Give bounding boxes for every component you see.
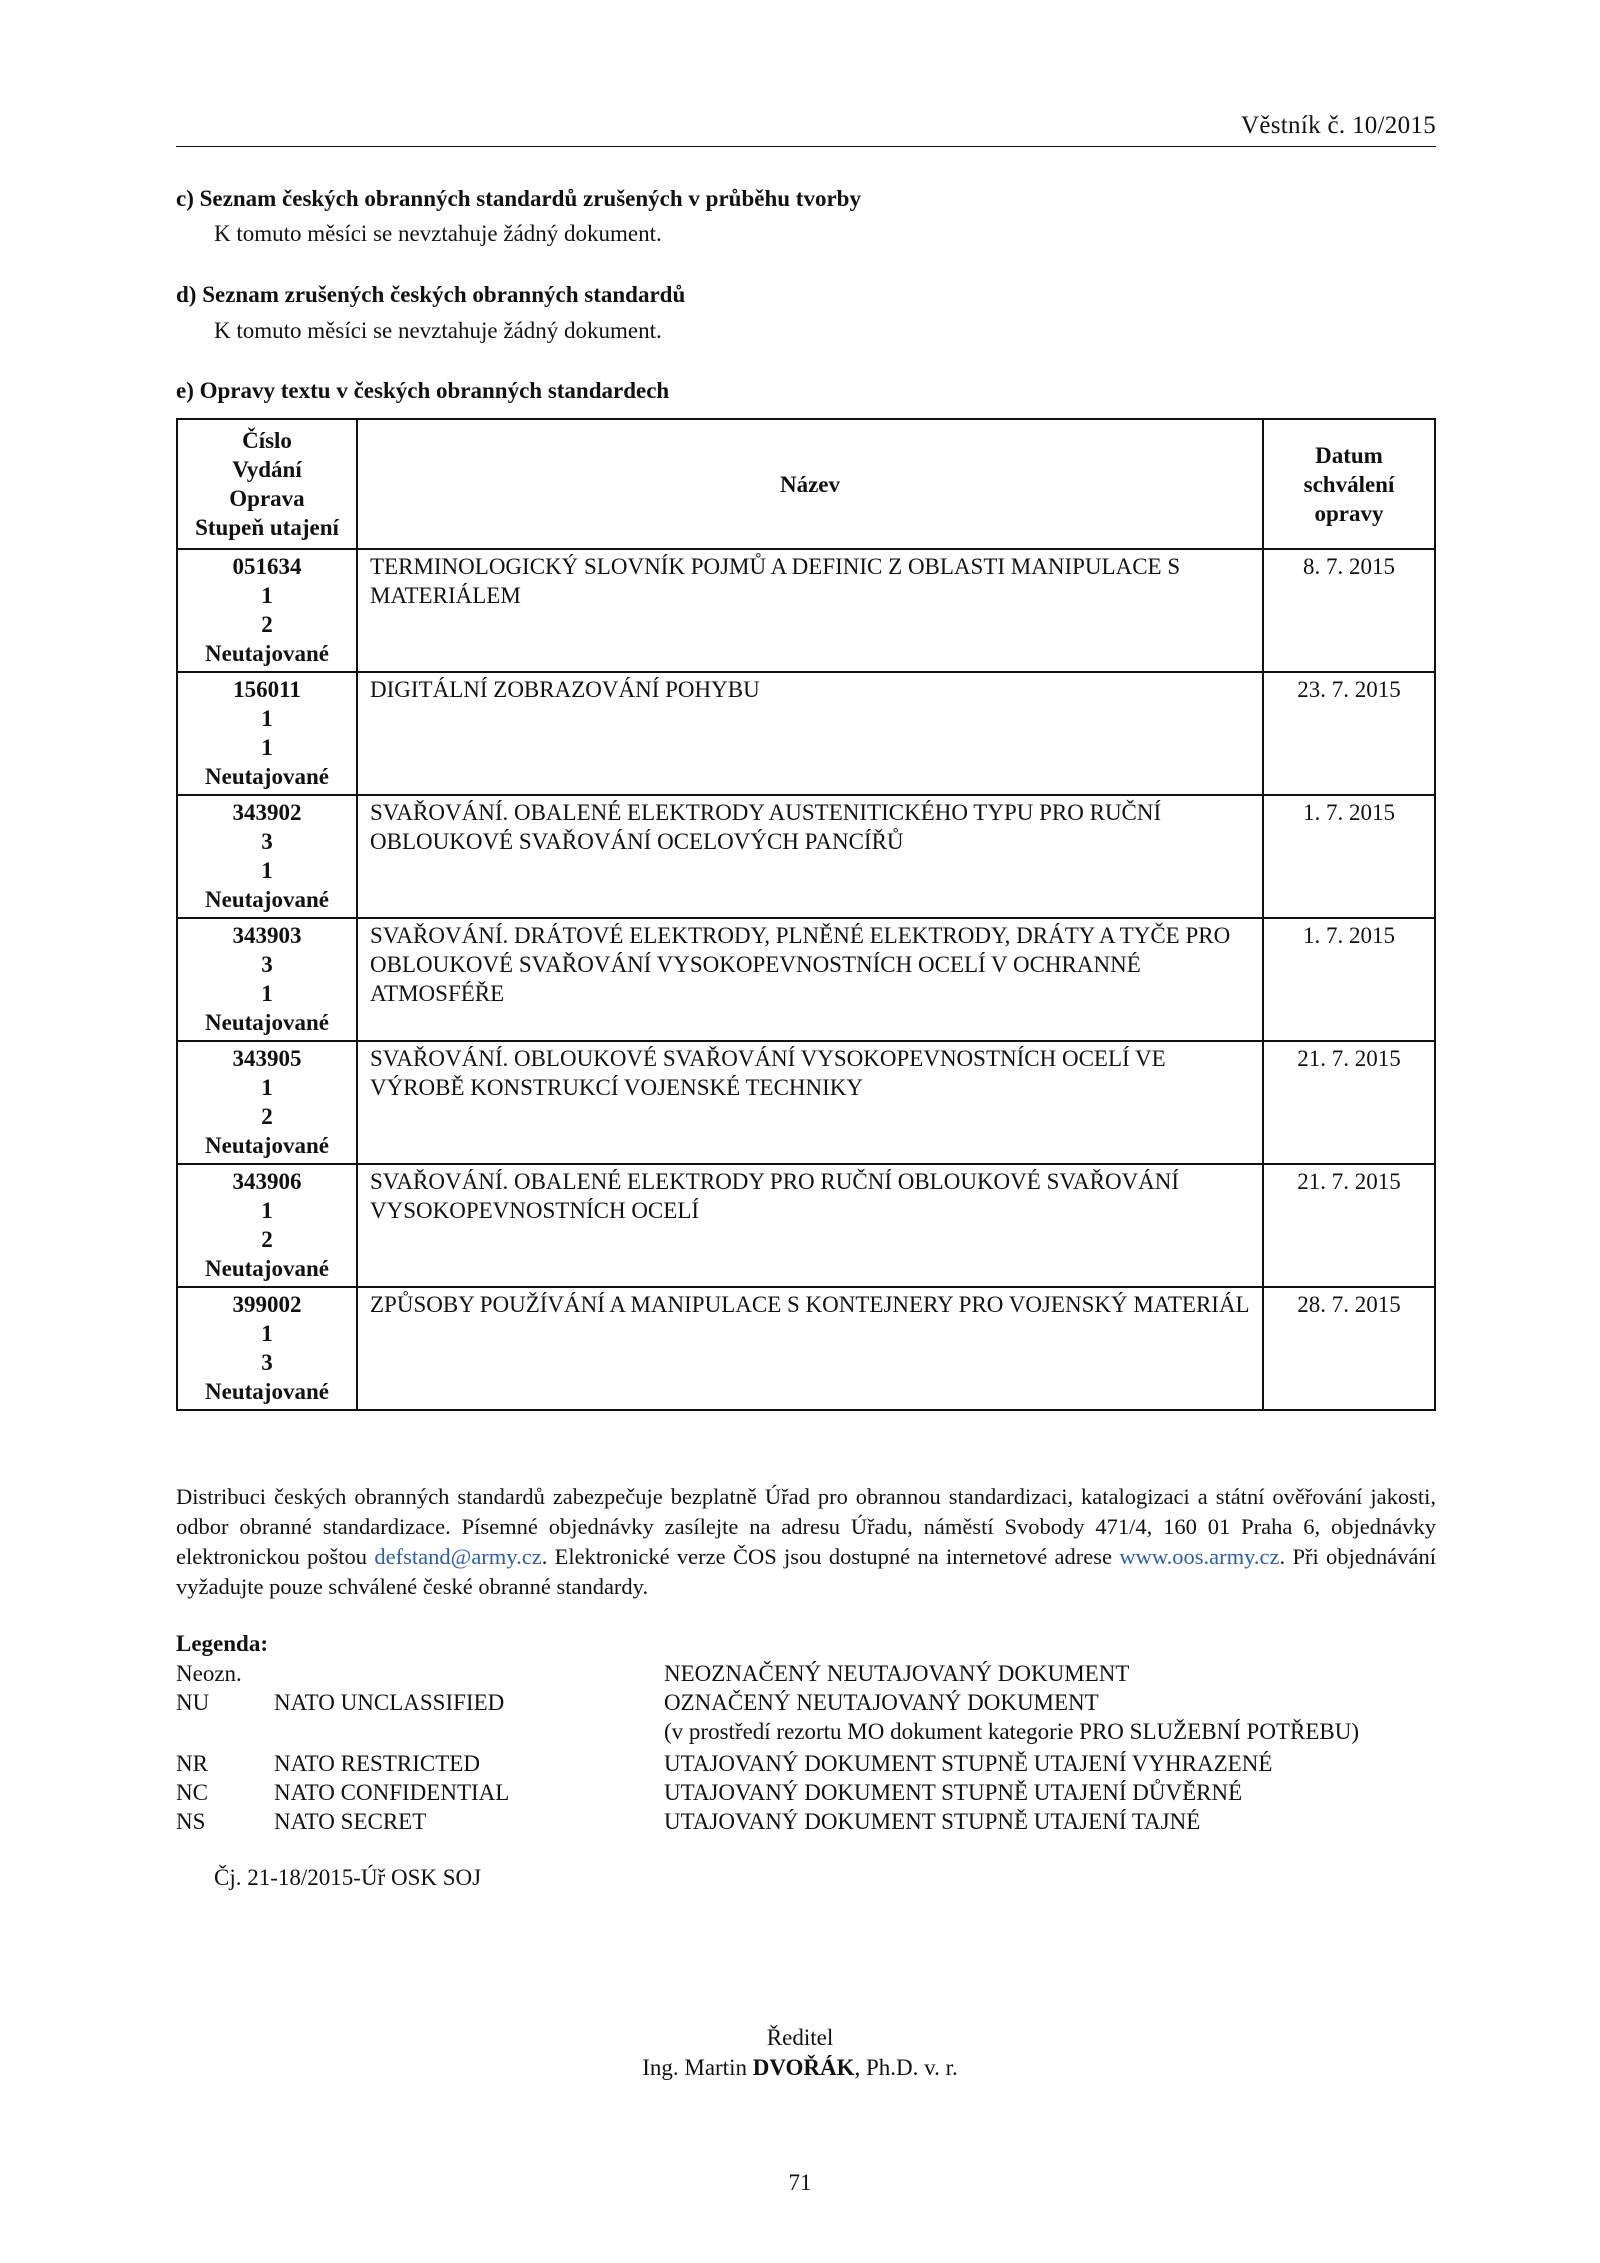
table-row (177, 1287, 1435, 1410)
signature-role: Ředitel (766, 2025, 834, 2050)
distribution-text-2: . Elektronické verze ČOS jsou dostupné na internetové adrese (541, 1544, 1120, 1569)
standard-number: 343905 (232, 1046, 302, 1071)
classification-level: Neutajované (205, 1010, 329, 1035)
edition-number: 3 (261, 952, 273, 977)
correction-number: 2 (261, 612, 273, 637)
legend-code: NU (176, 1690, 210, 1715)
header-datum: Datum (1315, 442, 1383, 468)
section-e-title: e) Opravy textu v českých obranných standardech (176, 378, 670, 403)
standard-title: SVAŘOVÁNÍ. OBLOUKOVÉ SVAŘOVÁNÍ VYSOKOPEVNOSTNÍCH OCELÍ VE VÝROBĚ KONSTRUKCÍ VOJENSKÉ TECHNIKY (357, 1041, 1263, 1164)
approval-date: 21. 7. 2015 (1263, 1164, 1435, 1287)
classification-level: Neutajované (205, 764, 329, 789)
standard-number: 343902 (232, 800, 302, 825)
distribution-paragraph (176, 1482, 1436, 1602)
standard-number: 343903 (232, 923, 302, 948)
standard-title: SVAŘOVÁNÍ. OBALENÉ ELEKTRODY AUSTENITICKÉHO TYPU PRO RUČNÍ OBLOUKOVÉ SVAŘOVÁNÍ OCELOVÝCH PANCÍŘŮ (357, 795, 1263, 918)
distribution-text-1: Distribuci českých obranných standardů zabezpečuje bezplatně Úřad pro obrannou standardizaci, katalogizaci a státní ověřování jakosti, odbor obranné standardizace. Písemné objednávky zasílejte na adresu Úřadu, náměstí Svobody 471/4, 160 01 Praha 6, objednávky elektronickou poštou (176, 1484, 1436, 1569)
classification-level: Neutajované (205, 641, 329, 666)
email-link[interactable]: defstand@army.cz (374, 1544, 542, 1569)
signature-surname: DVOŘÁK (752, 2055, 855, 2080)
header-date-cell (1263, 419, 1435, 549)
correction-number: 1 (261, 858, 273, 883)
signature-name-prefix: Ing. Martin (642, 2055, 753, 2080)
standard-id-cell (177, 795, 357, 918)
legend-code: NR (176, 1751, 208, 1776)
standard-id-cell (177, 1041, 357, 1164)
correction-number: 2 (261, 1227, 273, 1252)
legend-code: NS (176, 1809, 206, 1834)
table-row (177, 549, 1435, 672)
signature-name (0, 2055, 1600, 2081)
distribution-text-3: . Při objednávání vyžadujte pouze schválené české obranné standardy. (176, 1544, 1436, 1599)
approval-date: 8. 7. 2015 (1263, 549, 1435, 672)
header-number-cell (177, 419, 357, 549)
standard-number: 156011 (233, 677, 301, 702)
legend-description: UTAJOVANÝ DOKUMENT STUPNĚ UTAJENÍ VYHRAZENÉ (664, 1751, 1273, 1776)
legend-nato-level: NATO RESTRICTED (274, 1751, 480, 1776)
classification-level: Neutajované (205, 1379, 329, 1404)
classification-level: Neutajované (205, 1133, 329, 1158)
table-row (177, 1164, 1435, 1287)
legend-code: NC (176, 1780, 208, 1805)
edition-number: 1 (261, 1198, 273, 1223)
approval-date: 1. 7. 2015 (1263, 918, 1435, 1041)
edition-number: 1 (261, 1075, 273, 1100)
header-rule (176, 146, 1436, 147)
correction-number: 3 (261, 1350, 273, 1375)
header-title-cell: Název (357, 419, 1263, 549)
standard-id-cell (177, 1287, 357, 1410)
standard-title: SVAŘOVÁNÍ. DRÁTOVÉ ELEKTRODY, PLNĚNÉ ELEKTRODY, DRÁTY A TYČE PRO OBLOUKOVÉ SVAŘOVÁNÍ VYSOKOPEVNOSTNÍCH OCELÍ V OCHRANNÉ ATMOSFÉŘE (357, 918, 1263, 1041)
legend-description: (v prostředí rezortu MO dokument kategorie PRO SLUŽEBNÍ POTŘEBU) (664, 1719, 1360, 1744)
section-c-note: K tomuto měsíci se nevztahuje žádný dokument. (214, 221, 662, 246)
standard-id-cell (177, 1164, 357, 1287)
legend-nato-level: NATO CONFIDENTIAL (274, 1780, 510, 1805)
standard-title: SVAŘOVÁNÍ. OBALENÉ ELEKTRODY PRO RUČNÍ OBLOUKOVÉ SVAŘOVÁNÍ VYSOKOPEVNOSTNÍCH OCELÍ (357, 1164, 1263, 1287)
table-row (177, 1041, 1435, 1164)
legend-title: Legenda: (176, 1631, 268, 1656)
table-header-row (177, 419, 1435, 549)
classification-level: Neutajované (205, 1256, 329, 1281)
bulletin-title: Věstník č. 10/2015 (1241, 112, 1436, 139)
reference-number: Čj. 21-18/2015-Úř OSK SOJ (214, 1865, 482, 1890)
header-schvaleni: schválení (1303, 471, 1395, 497)
legend-description: UTAJOVANÝ DOKUMENT STUPNĚ UTAJENÍ DŮVĚRNÉ (664, 1780, 1243, 1805)
edition-number: 1 (261, 1321, 273, 1346)
header-opravy: opravy (1314, 500, 1384, 526)
correction-number: 1 (261, 735, 273, 760)
table-row (177, 918, 1435, 1041)
approval-date: 21. 7. 2015 (1263, 1041, 1435, 1164)
standard-title: DIGITÁLNÍ ZOBRAZOVÁNÍ POHYBU (357, 672, 1263, 795)
header-vydani: Vydání (232, 457, 302, 482)
edition-number: 1 (261, 583, 273, 608)
section-d-title: d) Seznam zrušených českých obranných standardů (176, 282, 686, 307)
standard-title: TERMINOLOGICKÝ SLOVNÍK POJMŮ A DEFINIC Z OBLASTI MANIPULACE S MATERIÁLEM (357, 549, 1263, 672)
standard-title: ZPŮSOBY POUŽÍVÁNÍ A MANIPULACE S KONTEJNERY PRO VOJENSKÝ MATERIÁL (357, 1287, 1263, 1410)
website-link[interactable]: www.oos.army.cz (1119, 1544, 1280, 1569)
section-c-title: c) Seznam českých obranných standardů zrušených v průběhu tvorby (176, 186, 861, 211)
standard-id-cell (177, 549, 357, 672)
legend-nato-level: NATO SECRET (274, 1809, 427, 1834)
legend-description: NEOZNAČENÝ NEUTAJOVANÝ DOKUMENT (664, 1661, 1130, 1686)
legend-nato-level: NATO UNCLASSIFIED (274, 1690, 505, 1715)
corrections-table (176, 418, 1436, 1411)
page-number: 71 (788, 2170, 812, 2195)
standard-number: 051634 (232, 554, 302, 579)
header-cislo: Číslo (242, 428, 292, 453)
approval-date: 23. 7. 2015 (1263, 672, 1435, 795)
correction-number: 2 (261, 1104, 273, 1129)
table-row (177, 672, 1435, 795)
classification-level: Neutajované (205, 887, 329, 912)
header-stupen-utajeni: Stupeň utajení (195, 515, 339, 540)
correction-number: 1 (261, 981, 273, 1006)
standard-id-cell (177, 918, 357, 1041)
table-row (177, 795, 1435, 918)
edition-number: 3 (261, 829, 273, 854)
signature-name-suffix: , Ph.D. v. r. (854, 2055, 958, 2080)
section-d-note: K tomuto měsíci se nevztahuje žádný dokument. (214, 318, 662, 343)
legend-description: UTAJOVANÝ DOKUMENT STUPNĚ UTAJENÍ TAJNÉ (664, 1809, 1201, 1834)
header-oprava: Oprava (229, 486, 305, 511)
standard-number: 399002 (232, 1292, 302, 1317)
approval-date: 28. 7. 2015 (1263, 1287, 1435, 1410)
edition-number: 1 (261, 706, 273, 731)
legend-code: Neozn. (176, 1661, 242, 1686)
legend-description: OZNAČENÝ NEUTAJOVANÝ DOKUMENT (664, 1690, 1099, 1715)
standard-id-cell (177, 672, 357, 795)
standard-number: 343906 (232, 1169, 302, 1194)
approval-date: 1. 7. 2015 (1263, 795, 1435, 918)
